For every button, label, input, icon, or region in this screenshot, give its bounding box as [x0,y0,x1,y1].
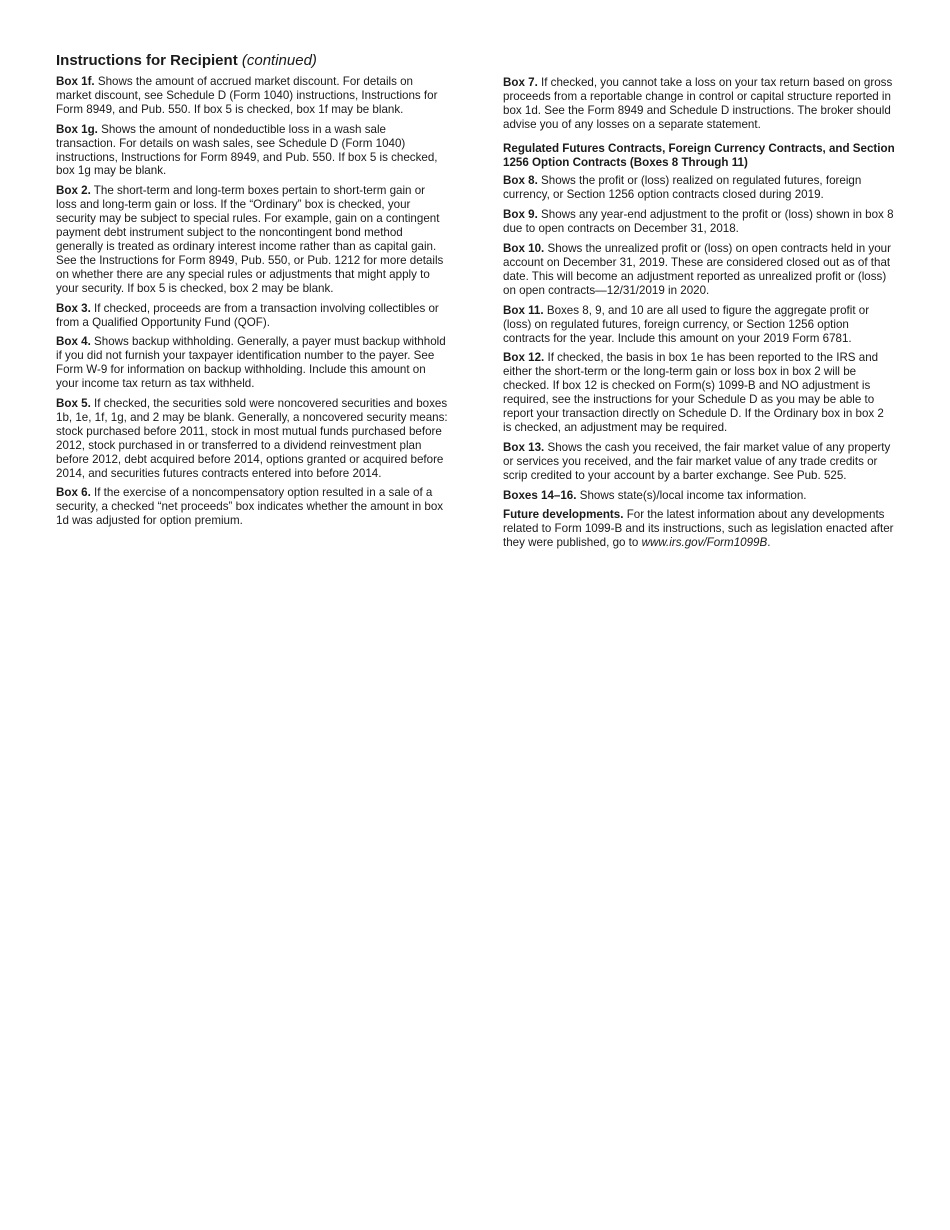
box-text: Shows the profit or (loss) realized on regulated futures, foreign currency, or Section 1256 option contracts closed during 2019. [503,174,862,202]
future-developments [503,508,895,550]
future-end: . [767,536,771,550]
box-11-instruction [503,304,895,346]
box-text: The short-term and long-term boxes pertain to short-term gain or loss and long-term gain or loss. If the “Ordinary” box is checked, your security may be subject to special rules. For example, gain on a contingent payment debt instrument subject to the noncontingent bond method generally is treated as ordinary interest income rather than as capital gain. See the Instructions for Form 8949, Pub. 550, or Pub. 1212 for more details on whether there are any special rules or adjustments that might apply to your security. If box 5 is checked, box 2 may be blank. [56,184,444,295]
box-text: Boxes 8, 9, and 10 are all used to figure the aggregate profit or (loss) on regulated futures, foreign currency, or Section 1256 option contracts for the year. Include this amount on your 2019 Form 6781. [503,303,870,345]
box-label: Box 3. [56,301,91,315]
box-13-instruction [503,441,895,483]
box-label: Boxes 14–16. [503,488,577,502]
box-10-instruction [503,242,895,298]
box-8-instruction [503,174,895,202]
right-column [503,76,895,556]
box-label: Box 1f. [56,75,95,88]
box-3-instruction [56,302,448,330]
page-heading [56,52,448,70]
irs-url-link[interactable]: www.irs.gov/Form1099B [641,536,768,550]
box-5-instruction [56,397,448,480]
box-label: Box 10. [503,242,545,256]
box-label: Box 6. [56,486,91,500]
box-text: Shows backup withholding. Generally, a payer must backup withhold if you did not furnish your taxpayer identification number to the payer. See Form W-9 for information on backup withholding. Include this amount on your income tax return as tax withheld. [56,335,446,391]
boxes-14-16-instruction [503,489,895,503]
box-2-instruction [56,184,448,295]
box-4-instruction [56,335,448,391]
box-text: If checked, the basis in box 1e has been reported to the IRS and either the short-term or the long-term gain or loss box in box 2 will be checked. If box 12 is checked on Form(s) 1099-B and NO adjustment is required, see the instructions for your Schedule D as you may be able to report your transaction directly on Schedule D. If the Ordinary box in box 2 is checked, an adjustment may be required. [503,351,884,434]
box-text: If checked, the securities sold were noncovered securities and boxes 1b, 1e, 1f, 1g, and 2 may be blank. Generally, a noncovered security means: stock purchased before 2011, stock in most mutual funds purchased before 2012, stock purchased in or transferred to a dividend reinvestment plan before 2012, debt acquired before 2014, options granted or acquired before 2014, and securities futures contracts entered into before 2014. [56,397,448,480]
box-text: Shows the amount of accrued market discount. For details on market discount, see Schedule D (Form 1040) instructions, Instructions for Form 8949, and Pub. 550. If box 5 is checked, box 1f may be blank. [56,75,438,116]
box-text: Shows the amount of nondeductible loss in a wash sale transaction. For details on wash sales, see Schedule D (Form 1040) instructions, Instructions for Form 8949, and Pub. 550. If box 5 is checked, box 1g may be blank. [56,122,438,178]
heading-title: Instructions for Recipient [56,52,238,69]
box-label: Box 7. [503,76,538,89]
box-text: Shows any year-end adjustment to the profit or (loss) shown in box 8 due to open contracts on December 31, 2018. [503,208,894,236]
box-text: If checked, you cannot take a loss on your tax return based on gross proceeds from a reportable change in control or capital structure reported in box 1d. See the Form 8949 and Schedule D instructions. The broker should advise you of any losses on a separate statement. [503,76,893,131]
box-text: Shows state(s)/local income tax information. [576,488,807,502]
box-label: Box 9. [503,208,538,222]
box-1g-instruction [56,123,448,179]
left-column [56,52,448,534]
box-7-instruction [503,76,895,132]
box-label: Box 12. [503,351,545,365]
box-label: Box 1g. [56,122,98,136]
box-9-instruction [503,208,895,236]
box-text: If checked, proceeds are from a transaction involving collectibles or from a Qualified Opportunity Fund (QOF). [56,301,439,329]
box-label: Box 4. [56,335,91,349]
box-label: Box 11. [503,303,544,317]
box-text: Shows the cash you received, the fair market value of any property or services you received, and the fair market value of any trade credits or scrip credited to your account by a barter exchange. See Pub. 525. [503,440,891,482]
future-label: Future developments. [503,508,624,522]
box-label: Box 8. [503,174,538,188]
box-text: If the exercise of a noncompensatory option resulted in a sale of a security, a checked “net proceeds” box indicates whether the amount in box 1d was adjusted for option premium. [56,486,444,528]
box-6-instruction [56,486,448,528]
future-text: For the latest information about any developments related to Form 1099-B and its instructions, such as legislation enacted after they were published, go to [503,508,894,550]
box-12-instruction [503,351,895,434]
box-1f-instruction [56,75,448,117]
heading-continued: (continued) [241,52,317,69]
box-text: Shows the unrealized profit or (loss) on open contracts held in your account on December 31, 2019. These are considered closed out as of that date. This will become an adjustment reported as unrealized profit or (loss) on open contracts—12/31/2019 in 2020. [503,242,891,297]
box-label: Box 2. [56,184,91,198]
section-subheading: Regulated Futures Contracts, Foreign Currency Contracts, and Section 1256 Option Contracts (Boxes 8 Through 11) [503,141,895,169]
box-label: Box 5. [56,397,91,411]
box-label: Box 13. [503,440,545,454]
